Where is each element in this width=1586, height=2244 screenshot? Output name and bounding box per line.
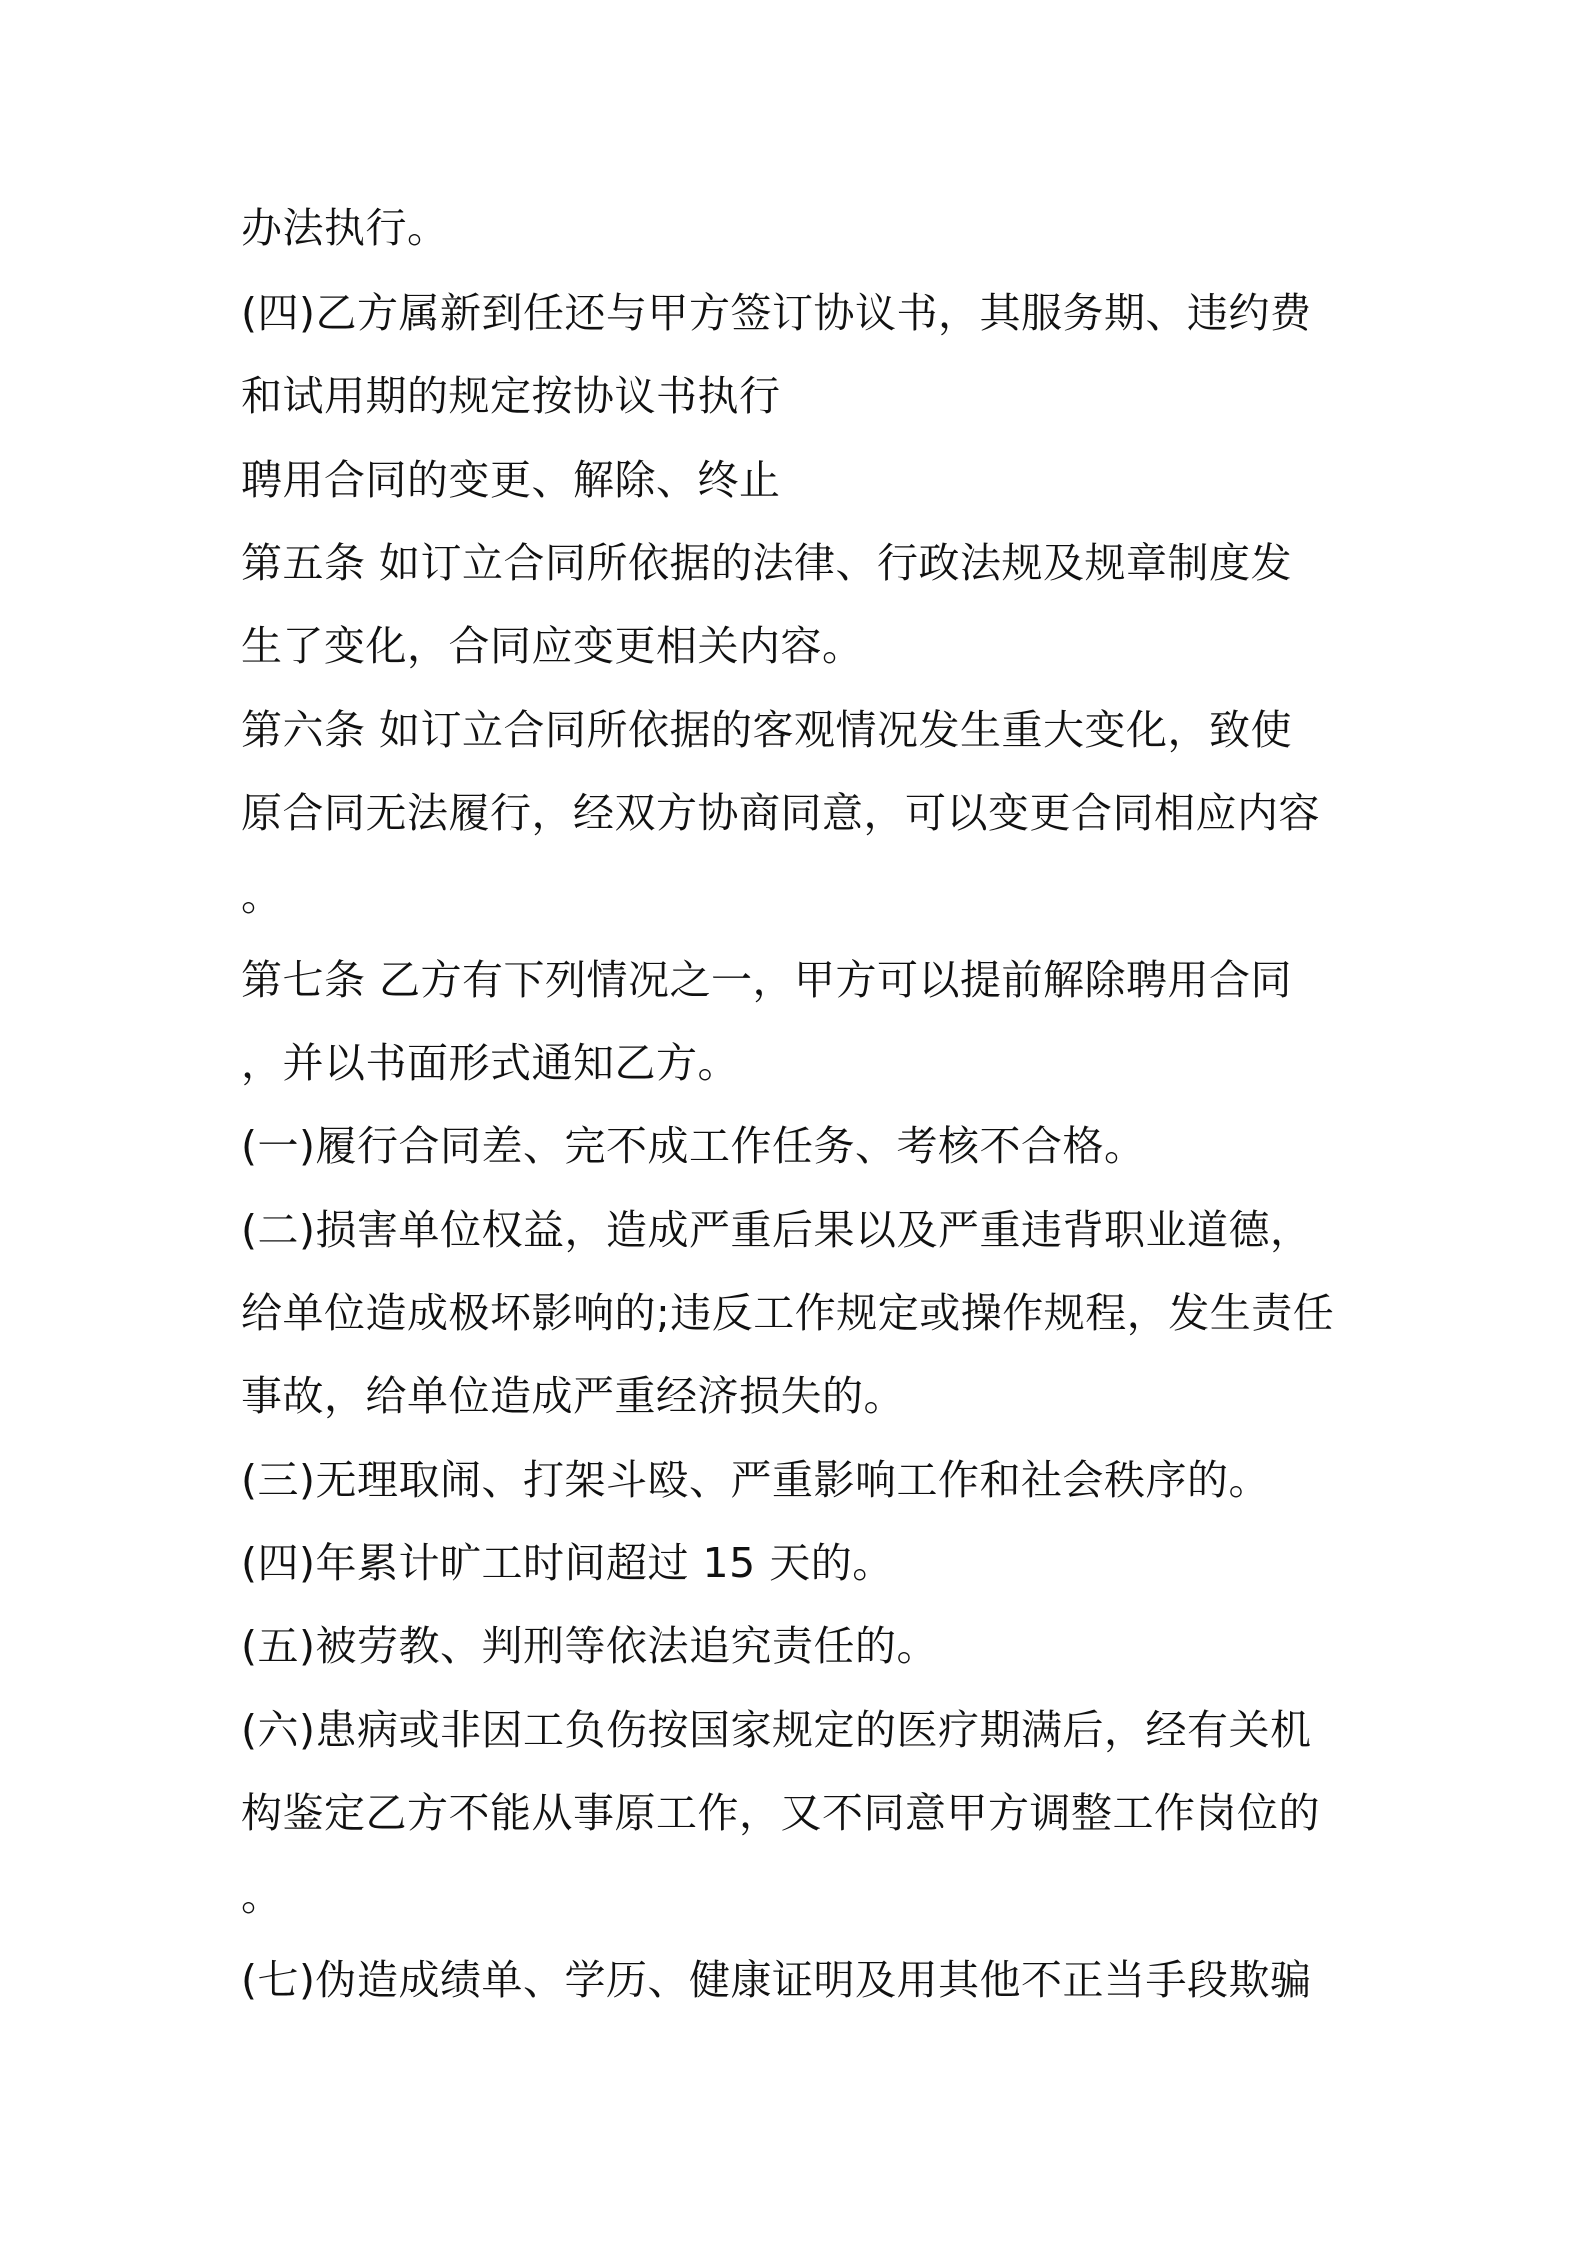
text-line: (二)损害单位权益，造成严重后果以及严重违背职业道德， (241, 1206, 1312, 1254)
text-line: (七)伪造成绩单、学历、健康证明及用其他不正当手段欺骗 (241, 1956, 1312, 2004)
text-line: 。 (241, 872, 283, 920)
text-line: 和试用期的规定按协议书执行 (241, 372, 781, 420)
text-line: (五)被劳教、判刑等依法追究责任的。 (241, 1622, 938, 1670)
text-line: (一)履行合同差、完不成工作任务、考核不合格。 (241, 1122, 1146, 1170)
text-line: 办法执行。 (241, 204, 449, 252)
text-line: 第五条 如订立合同所依据的法律、行政法规及规章制度发 (241, 539, 1293, 587)
text-line: (四)乙方属新到任还与甲方签订协议书，其服务期、违约费 (241, 289, 1312, 337)
text-line: 第七条 乙方有下列情况之一，甲方可以提前解除聘用合同 (241, 956, 1293, 1004)
text-line: 生了变化，合同应变更相关内容。 (241, 622, 864, 670)
text-line: ，并以书面形式通知乙方。 (241, 1039, 739, 1087)
text-line: 聘用合同的变更、解除、终止 (241, 456, 781, 504)
text-line: 构鉴定乙方不能从事原工作，又不同意甲方调整工作岗位的 (241, 1789, 1320, 1837)
text-line: 第六条 如订立合同所依据的客观情况发生重大变化，致使 (241, 706, 1293, 754)
text-line: 。 (241, 1872, 283, 1920)
text-line: 事故，给单位造成严重经济损失的。 (241, 1372, 905, 1420)
text-line: 原合同无法履行，经双方协商同意，可以变更合同相应内容 (241, 789, 1320, 837)
text-line: (三)无理取闹、打架斗殴、严重影响工作和社会秩序的。 (241, 1456, 1270, 1504)
text-line: (六)患病或非因工负伤按国家规定的医疗期满后，经有关机 (241, 1706, 1312, 1754)
text-line: (四)年累计旷工时间超过 15 天的。 (241, 1539, 894, 1587)
text-line: 给单位造成极坏影响的;违反工作规定或操作规程，发生责任 (241, 1289, 1335, 1337)
